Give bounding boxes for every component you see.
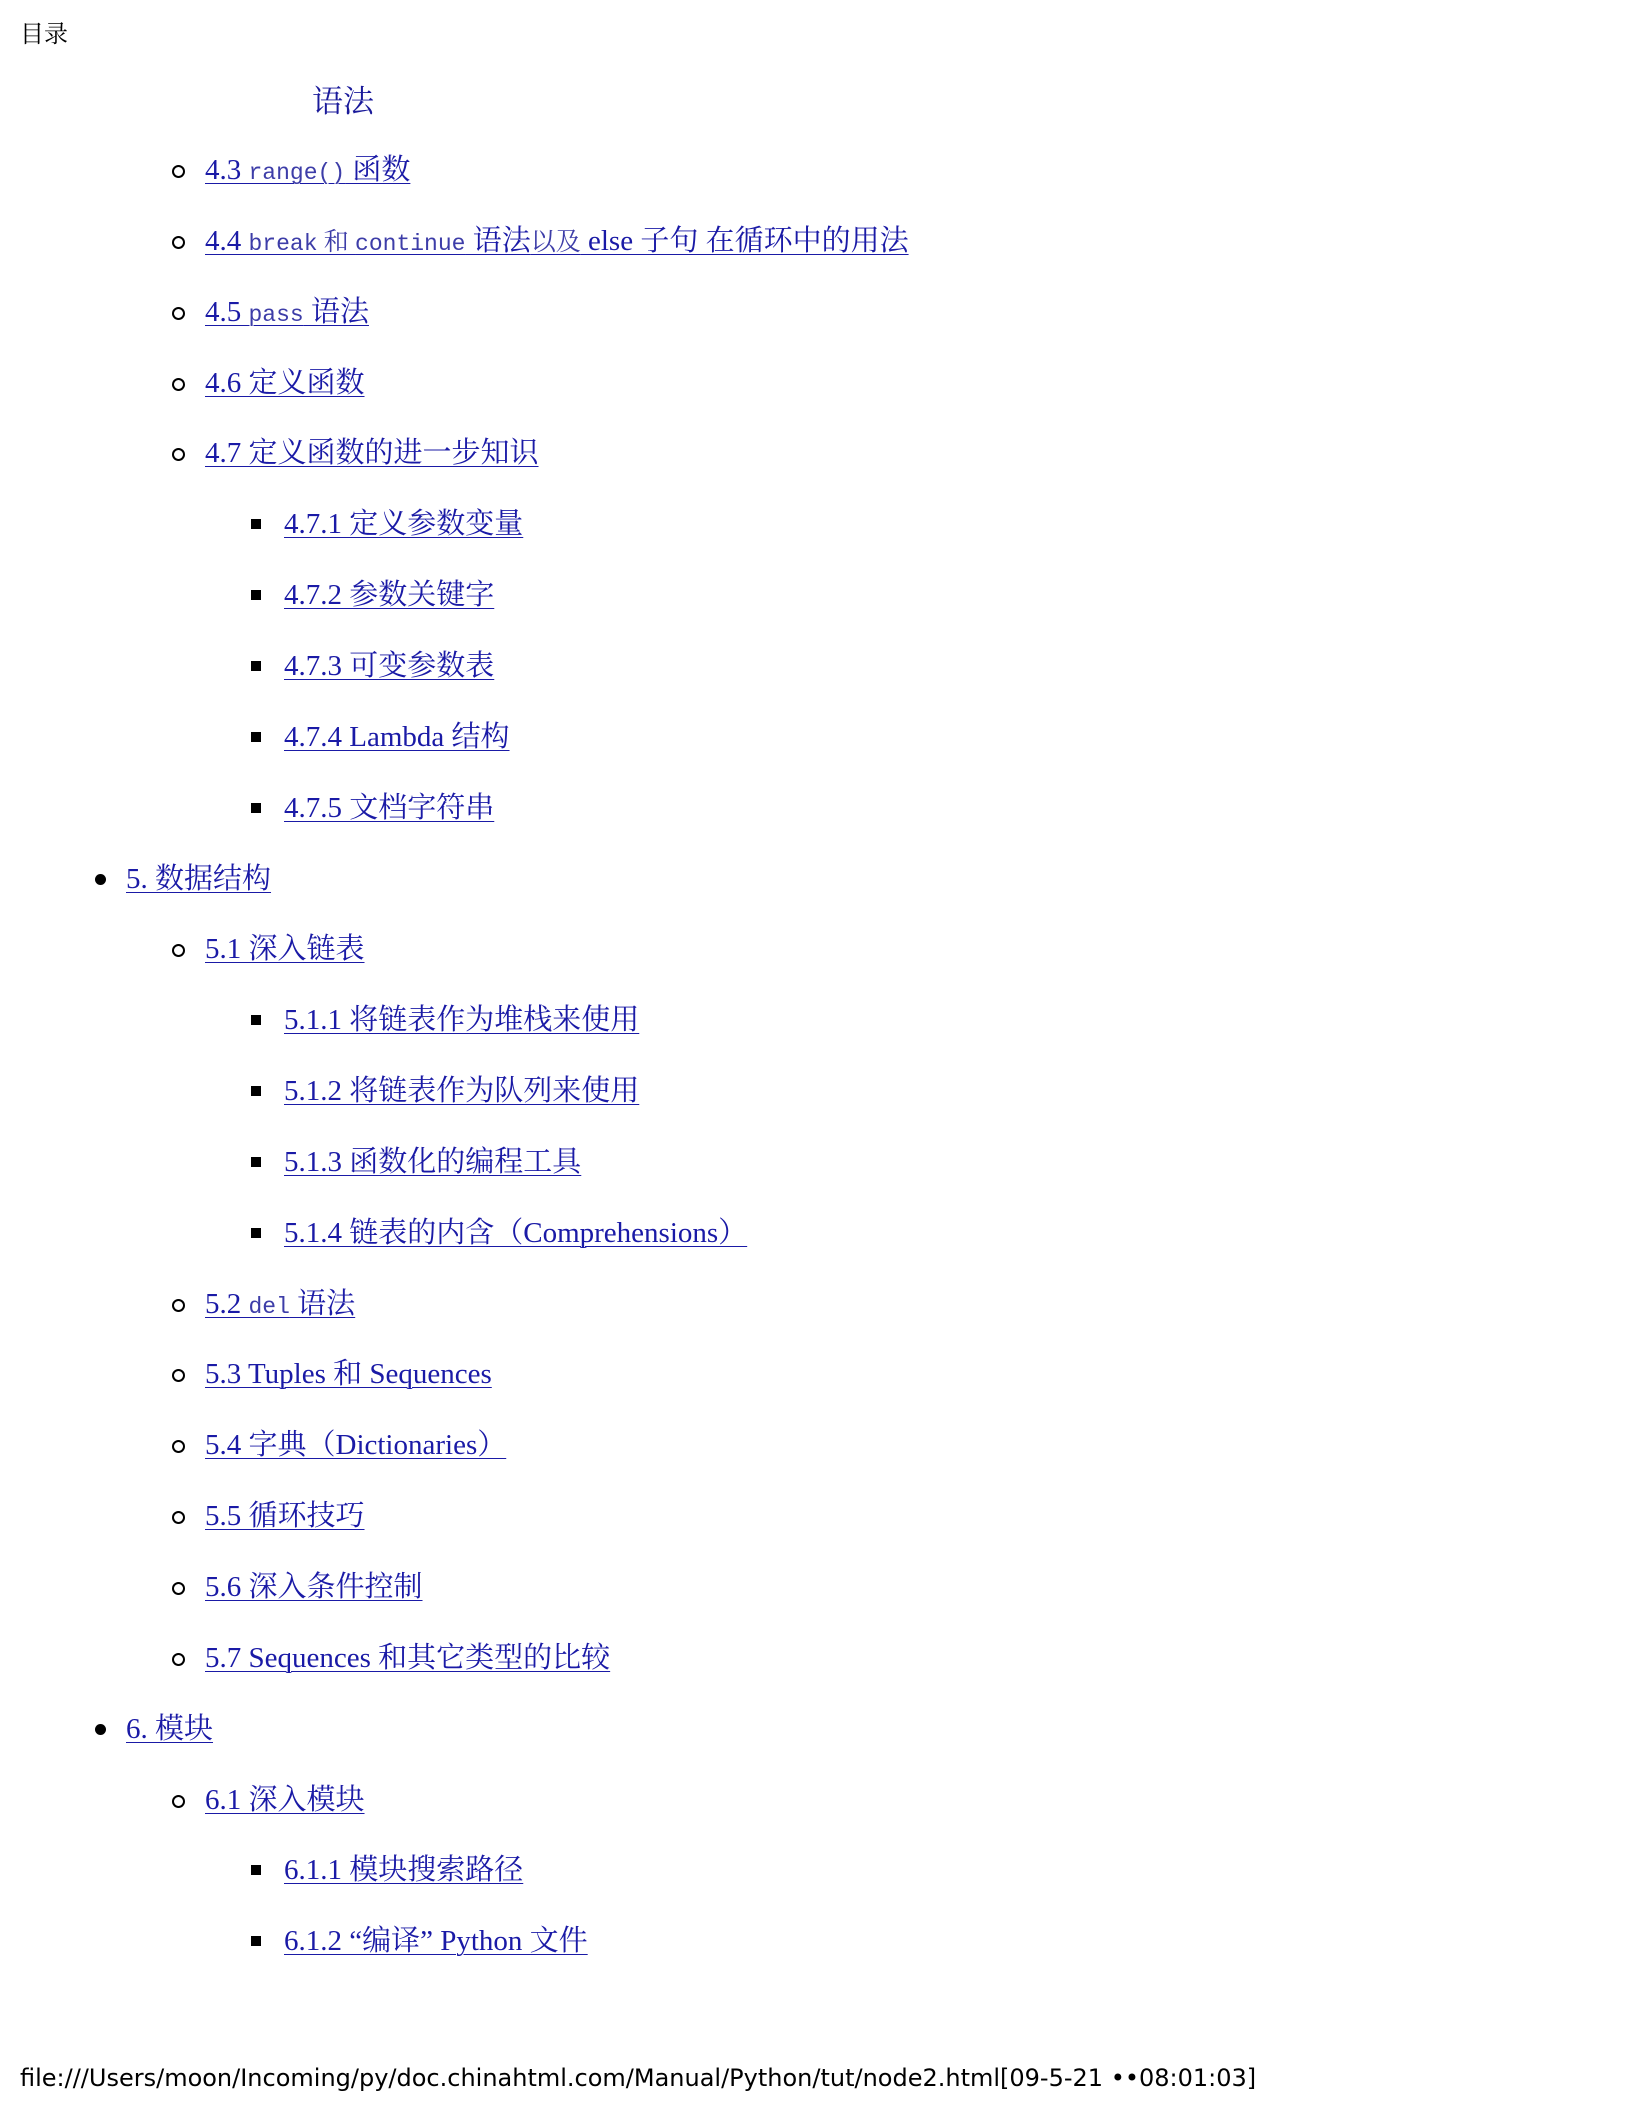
- toc-link-text: 5.3 Tuples 和 Sequences: [205, 1358, 492, 1390]
- circle-bullet-icon: [172, 448, 185, 461]
- square-bullet-icon: [251, 803, 261, 813]
- circle-bullet-icon: [172, 1440, 185, 1453]
- toc-item: [205, 360, 365, 406]
- toc-item: [284, 572, 494, 618]
- circle-bullet-icon: [172, 1511, 185, 1524]
- toc-item: [284, 1918, 588, 1964]
- toc-link[interactable]: [205, 437, 539, 469]
- circle-bullet-icon: [172, 1653, 185, 1666]
- toc-continuation-text: 语法: [312, 84, 374, 120]
- toc-link-text: 4.4: [205, 225, 249, 257]
- toc-link-text: 6.1.2 “编译” Python 文件: [284, 1925, 588, 1957]
- toc-link-text: 4.5: [205, 296, 249, 328]
- toc-item: [284, 1847, 523, 1893]
- toc-link-text: 4.7.2 参数关键字: [284, 579, 495, 611]
- square-bullet-icon: [251, 1865, 261, 1875]
- toc-link-text: 语法: [303, 296, 369, 328]
- toc-link[interactable]: [205, 1642, 610, 1674]
- toc-item: [205, 218, 909, 264]
- toc-item: [205, 1351, 492, 1397]
- square-bullet-icon: [251, 732, 261, 742]
- toc-link[interactable]: [284, 1004, 639, 1036]
- toc-link[interactable]: [284, 579, 494, 611]
- toc-item: [205, 430, 539, 476]
- toc-link-text: 4.7.3 可变参数表: [284, 650, 495, 682]
- toc-link-text: break: [248, 231, 318, 257]
- toc-item: [205, 1635, 610, 1681]
- circle-bullet-icon: [172, 1299, 185, 1312]
- toc-link-text: else 子句 在循环中的用法: [580, 225, 909, 257]
- toc-link[interactable]: [205, 225, 909, 257]
- toc-item: [205, 289, 369, 335]
- circle-bullet-icon: [172, 307, 185, 320]
- toc-link-text: 和: [317, 229, 356, 256]
- toc-link[interactable]: [126, 1713, 213, 1745]
- toc-link-text: 函数: [345, 154, 411, 186]
- toc-item: [126, 1706, 213, 1752]
- toc-item: [205, 1422, 506, 1468]
- toc-link-text: del: [248, 1294, 290, 1320]
- toc-link[interactable]: [205, 1358, 492, 1390]
- toc-link-text: range(): [248, 160, 346, 186]
- toc-link[interactable]: [284, 721, 510, 753]
- toc-link-text: continue: [355, 231, 466, 257]
- disc-bullet-icon: [95, 874, 106, 885]
- toc-link-text: 4.3: [205, 154, 249, 186]
- circle-bullet-icon: [172, 236, 185, 249]
- toc-link[interactable]: [284, 1146, 581, 1178]
- toc-link[interactable]: [284, 1217, 747, 1249]
- toc-item: [205, 1281, 355, 1327]
- toc-link-text: 4.7.1 定义参数变量: [284, 508, 524, 540]
- toc-link-text: 语法: [289, 1288, 356, 1320]
- square-bullet-icon: [251, 1157, 261, 1167]
- toc-link-text: 以及: [530, 229, 581, 256]
- toc-link-text: 6.1.1 模块搜索路径: [284, 1854, 524, 1886]
- toc-link-text: 5.1 深入链表: [205, 933, 365, 965]
- toc-link[interactable]: [284, 1075, 639, 1107]
- toc-link-text: 5.4 字典（Dictionaries）: [205, 1429, 507, 1461]
- toc-item: [126, 856, 271, 902]
- square-bullet-icon: [251, 519, 261, 529]
- toc-link[interactable]: [205, 367, 365, 399]
- toc-item: [284, 997, 639, 1043]
- square-bullet-icon: [251, 1015, 261, 1025]
- circle-bullet-icon: [172, 1795, 185, 1808]
- toc-item: [284, 785, 494, 831]
- toc-item: [205, 1777, 365, 1823]
- toc-link-text: 4.7.5 文档字符串: [284, 792, 495, 824]
- square-bullet-icon: [251, 1228, 261, 1238]
- circle-bullet-icon: [172, 944, 185, 957]
- page-footer-url: file:///Users/moon/Incoming/py/doc.chinahtml.com/Manual/Python/tut/node2.html[09-5-21 ••08:01:03]: [20, 2064, 1257, 2092]
- toc-link-text: 5.1.3 函数化的编程工具: [284, 1146, 582, 1178]
- toc-item: [205, 926, 365, 972]
- toc-link[interactable]: [126, 863, 271, 895]
- circle-bullet-icon: [172, 1582, 185, 1595]
- toc-link[interactable]: [205, 933, 365, 965]
- toc-link-text: 5.1.2 将链表作为队列来使用: [284, 1075, 640, 1107]
- toc-link[interactable]: [205, 1571, 423, 1603]
- toc-link-text: 5.1.1 将链表作为堆栈来使用: [284, 1004, 640, 1036]
- toc-item: [284, 1139, 581, 1185]
- toc-item: [205, 147, 410, 193]
- square-bullet-icon: [251, 1936, 261, 1946]
- toc-link[interactable]: [205, 1500, 365, 1532]
- toc-link-text: 4.7 定义函数的进一步知识: [205, 437, 539, 469]
- circle-bullet-icon: [172, 378, 185, 391]
- toc-link[interactable]: [205, 1288, 355, 1320]
- toc-link-text: 语法: [465, 225, 531, 257]
- toc-link-text: 5. 数据结构: [126, 863, 272, 895]
- toc-item: [284, 501, 523, 547]
- toc-link-text: 5.6 深入条件控制: [205, 1571, 423, 1603]
- toc-item: [205, 1493, 365, 1539]
- toc-item: [284, 643, 494, 689]
- square-bullet-icon: [251, 1086, 261, 1096]
- toc-link[interactable]: [284, 792, 494, 824]
- toc-item: [284, 714, 510, 760]
- circle-bullet-icon: [172, 1369, 185, 1382]
- toc-link-text: 5.2: [205, 1288, 249, 1320]
- toc-link-text: 4.6 定义函数: [205, 367, 365, 399]
- toc-link-text: pass: [248, 302, 304, 328]
- toc-link-text: 5.7 Sequences 和其它类型的比较: [205, 1642, 611, 1674]
- square-bullet-icon: [251, 661, 261, 671]
- toc-item: [205, 1564, 423, 1610]
- toc-link[interactable]: [284, 650, 494, 682]
- toc-link-text: 5.5 循环技巧: [205, 1500, 365, 1532]
- toc-link-text: 6.1 深入模块: [205, 1784, 365, 1816]
- toc-link[interactable]: [205, 296, 369, 328]
- circle-bullet-icon: [172, 165, 185, 178]
- toc-link[interactable]: [205, 1784, 365, 1816]
- toc-link[interactable]: [284, 1925, 588, 1957]
- toc-link-text: 6. 模块: [126, 1713, 214, 1745]
- toc-link-text: 5.1.4 链表的内含（Comprehensions）: [284, 1217, 748, 1249]
- toc-link[interactable]: [284, 508, 523, 540]
- toc-item: [284, 1210, 747, 1256]
- disc-bullet-icon: [95, 1724, 106, 1735]
- toc-item: [284, 1068, 639, 1114]
- page-header-title: 目录: [20, 20, 68, 48]
- toc-link[interactable]: [284, 1854, 523, 1886]
- toc-link[interactable]: [205, 154, 410, 186]
- square-bullet-icon: [251, 590, 261, 600]
- toc-link[interactable]: [205, 1429, 506, 1461]
- toc-link-text: 4.7.4 Lambda 结构: [284, 721, 510, 753]
